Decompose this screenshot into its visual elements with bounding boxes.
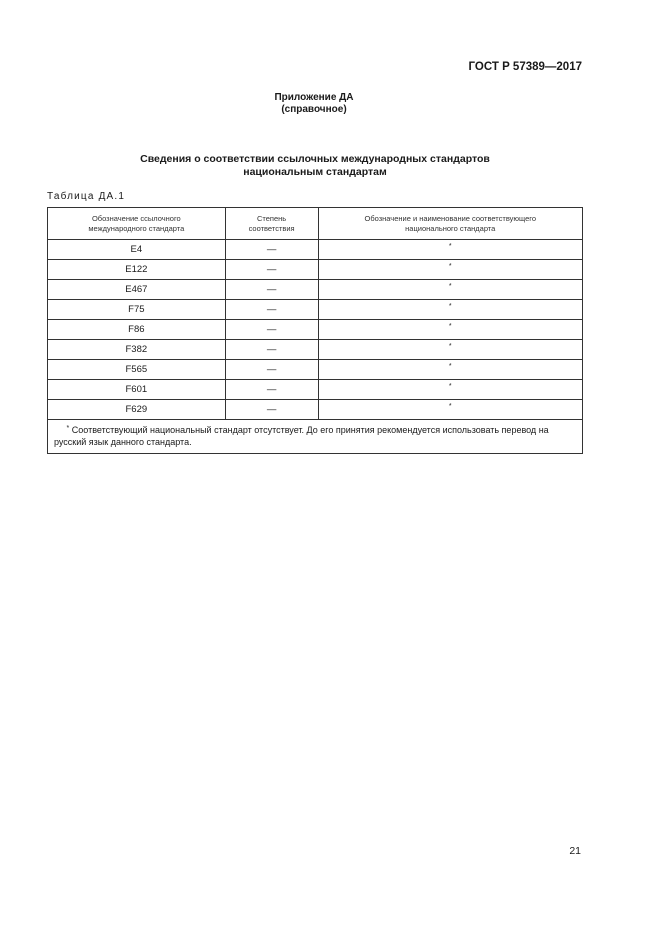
cell-code: E4 [48, 240, 226, 260]
cell-national: * [318, 400, 582, 420]
cell-code: F75 [48, 300, 226, 320]
cell-code: F601 [48, 380, 226, 400]
table-row [48, 260, 583, 280]
table-row [48, 320, 583, 340]
table-row [48, 380, 583, 400]
table-footnote [48, 420, 583, 454]
cell-degree: — [225, 300, 318, 320]
header-degree: Степень соответствия [225, 208, 318, 240]
cell-degree: — [225, 260, 318, 280]
cell-national: * [318, 340, 582, 360]
cell-degree: — [225, 380, 318, 400]
cell-national: * [318, 280, 582, 300]
cell-national: * [318, 380, 582, 400]
table-row [48, 280, 583, 300]
cell-code: F382 [48, 340, 226, 360]
cell-national: * [318, 320, 582, 340]
cell-degree: — [225, 320, 318, 340]
section-heading [0, 153, 630, 179]
cell-degree: — [225, 240, 318, 260]
cell-degree: — [225, 400, 318, 420]
table-footnote-row [48, 420, 583, 454]
footnote-text: Соответствующий национальный стандарт отсутствует. До его принятия рекомендуется использовать перевод на русский язык данного стандарта. [54, 425, 549, 447]
annex-subtitle: (справочное) [281, 104, 347, 115]
cell-code: F629 [48, 400, 226, 420]
cell-code: E122 [48, 260, 226, 280]
annex-title: Приложение ДА [274, 92, 354, 103]
cell-code: E467 [48, 280, 226, 300]
cell-degree: — [225, 340, 318, 360]
page-number: 21 [569, 845, 581, 857]
table-row [48, 360, 583, 380]
table-row [48, 340, 583, 360]
cell-national: * [318, 260, 582, 280]
cell-national: * [318, 360, 582, 380]
cell-code: F565 [48, 360, 226, 380]
table-header-row [48, 208, 583, 240]
header-reference-standard: Обозначение ссылочного международного стандарта [48, 208, 226, 240]
table-label: Таблица ДА.1 [47, 191, 126, 202]
header-national-standard: Обозначение и наименование соответствующего национального стандарта [318, 208, 582, 240]
footnote-marker: * [66, 425, 70, 432]
correspondence-table [47, 207, 583, 454]
cell-national: * [318, 240, 582, 260]
cell-code: F86 [48, 320, 226, 340]
table-row [48, 240, 583, 260]
cell-degree: — [225, 280, 318, 300]
section-heading-line2: национальным стандартам [243, 166, 387, 178]
table-row [48, 300, 583, 320]
cell-degree: — [225, 360, 318, 380]
document-code: ГОСТ Р 57389—2017 [468, 61, 582, 73]
table-row [48, 400, 583, 420]
cell-national: * [318, 300, 582, 320]
section-heading-line1: Сведения о соответствии ссылочных международных стандартов [140, 153, 490, 165]
